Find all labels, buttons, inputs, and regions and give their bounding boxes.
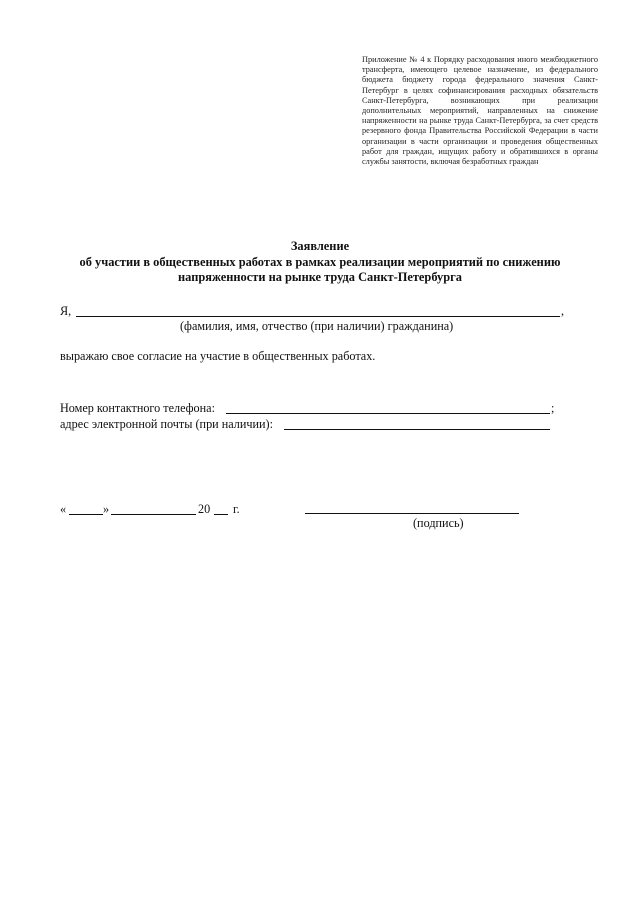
applicant-suffix: , [561,304,565,318]
email-field[interactable] [284,429,550,430]
document-subtitle-line-1: об участии в общественных работах в рамках реализации мероприятий по снижению [79,255,561,269]
applicant-name-field[interactable] [76,316,560,317]
document-title: Заявление [290,239,350,253]
date-year-suffix: г. [233,502,240,516]
phone-field[interactable] [226,413,550,414]
phone-suffix: ; [551,401,555,415]
applicant-prefix: Я, [60,304,72,318]
date-close-quote: » [103,502,110,516]
date-month-field[interactable] [111,514,196,515]
applicant-name-caption: (фамилия, имя, отчество (при наличии) гражданина) [180,319,454,333]
phone-label: Номер контактного телефона: [60,401,215,415]
signature-caption: (подпись) [413,516,464,530]
date-day-field[interactable] [69,514,103,515]
document-subtitle-line-2: напряженности на рынке труда Санкт-Петербурга [178,270,462,284]
annex-note: Приложение № 4 к Порядку расходования иного межбюджетного трансферта, имеющего целевое назначение, из федерального бюджета бюджету города федерального значения Санкт-Петербург в целях софинансирования расходных обязательств Санкт-Петербурга, возникающих при реализации дополнительных мероприятий, направленных на снижение напряженности на рынке труда Санкт-Петербурга, за счет средств резервного фонда Правительства Российской Федерации в части организации в части организации и проведения общественных работ для граждан, ищущих работу и обратившихся в органы службы занятости, включая безработных граждан [362,55,598,167]
date-year-field[interactable] [214,514,228,515]
consent-statement: выражаю свое согласие на участие в общественных работах. [60,349,376,363]
date-open-quote: « [60,502,67,516]
date-year-prefix: 20 [198,502,211,516]
signature-field[interactable] [305,513,519,514]
email-label: адрес электронной почты (при наличии): [60,417,274,431]
